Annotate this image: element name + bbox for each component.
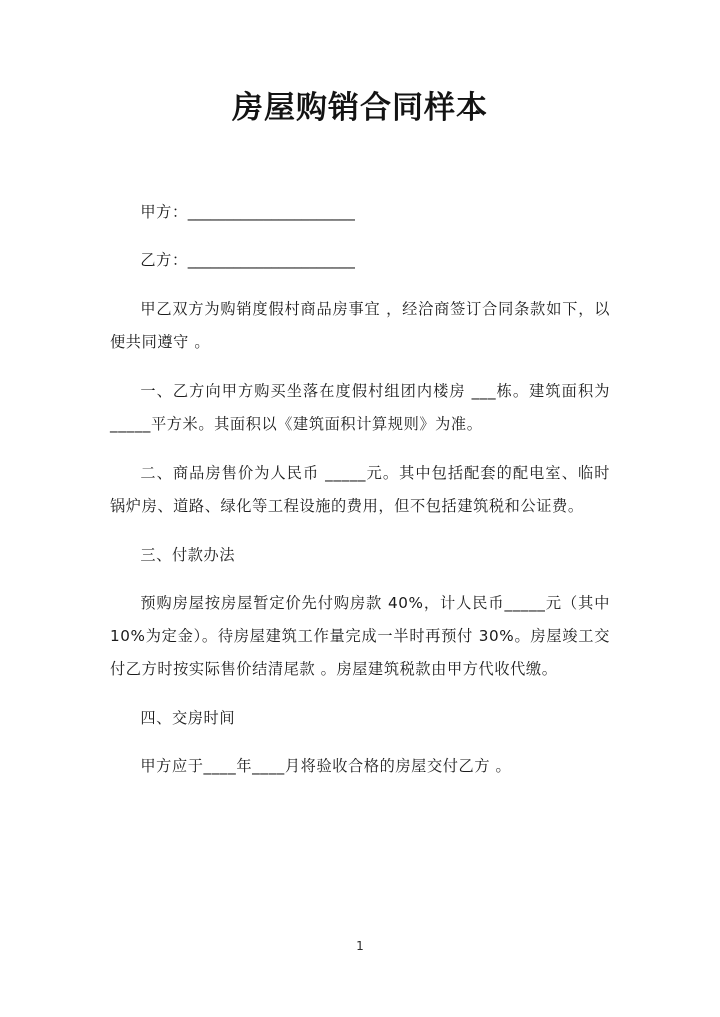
spacer — [110, 441, 610, 457]
clause-three-paragraph: 预购房屋按房屋暂定价先付购房款 40%，计人民币_____元（其中 10%为定金）。待房屋建筑工作量完成一半时再预付 30%。房屋竣工交付乙方时按实际售价结清尾款 。房屋建筑税款由甲方代收代缴。 — [110, 594, 610, 678]
spacer — [110, 735, 610, 750]
page-number: 1 — [356, 939, 364, 953]
spacer — [110, 359, 610, 375]
document-body — [110, 196, 610, 783]
spacer — [110, 229, 610, 244]
party-line-second — [110, 244, 610, 277]
clause-four-paragraph: 甲方应于____年____月将验收合格的房屋交付乙方 。 — [140, 757, 512, 775]
spacer — [110, 523, 610, 539]
spacer — [110, 277, 610, 293]
page-title: 房屋购销合同样本 — [232, 90, 488, 126]
preamble-paragraph: 甲乙双方为购销度假村商品房事宜 ，经洽商签订合同条款如下，以便共同遵守 。 — [110, 300, 610, 351]
clause-one-paragraph: 一、乙方向甲方购买坐落在度假村组团内楼房 ___栋。建筑面积为_____平方米。其面积以《建筑面积计算规则》为准。 — [110, 382, 610, 433]
spacer — [110, 686, 610, 702]
spacer — [110, 572, 610, 587]
party-blank-first: ______________________ — [187, 203, 355, 221]
party-line-first — [110, 196, 610, 229]
clause-four-heading: 四、交房时间 — [140, 709, 236, 727]
party-label-second: 乙方： — [140, 251, 188, 269]
party-label-first: 甲方： — [140, 203, 188, 221]
party-blank-second: ______________________ — [187, 251, 355, 269]
clause-two-paragraph: 二、商品房售价为人民币 _____元。其中包括配套的配电室、临时锅炉房、道路、绿化等工程设施的费用，但不包括建筑税和公证费。 — [110, 464, 610, 515]
clause-three-heading: 三、付款办法 — [140, 546, 236, 564]
